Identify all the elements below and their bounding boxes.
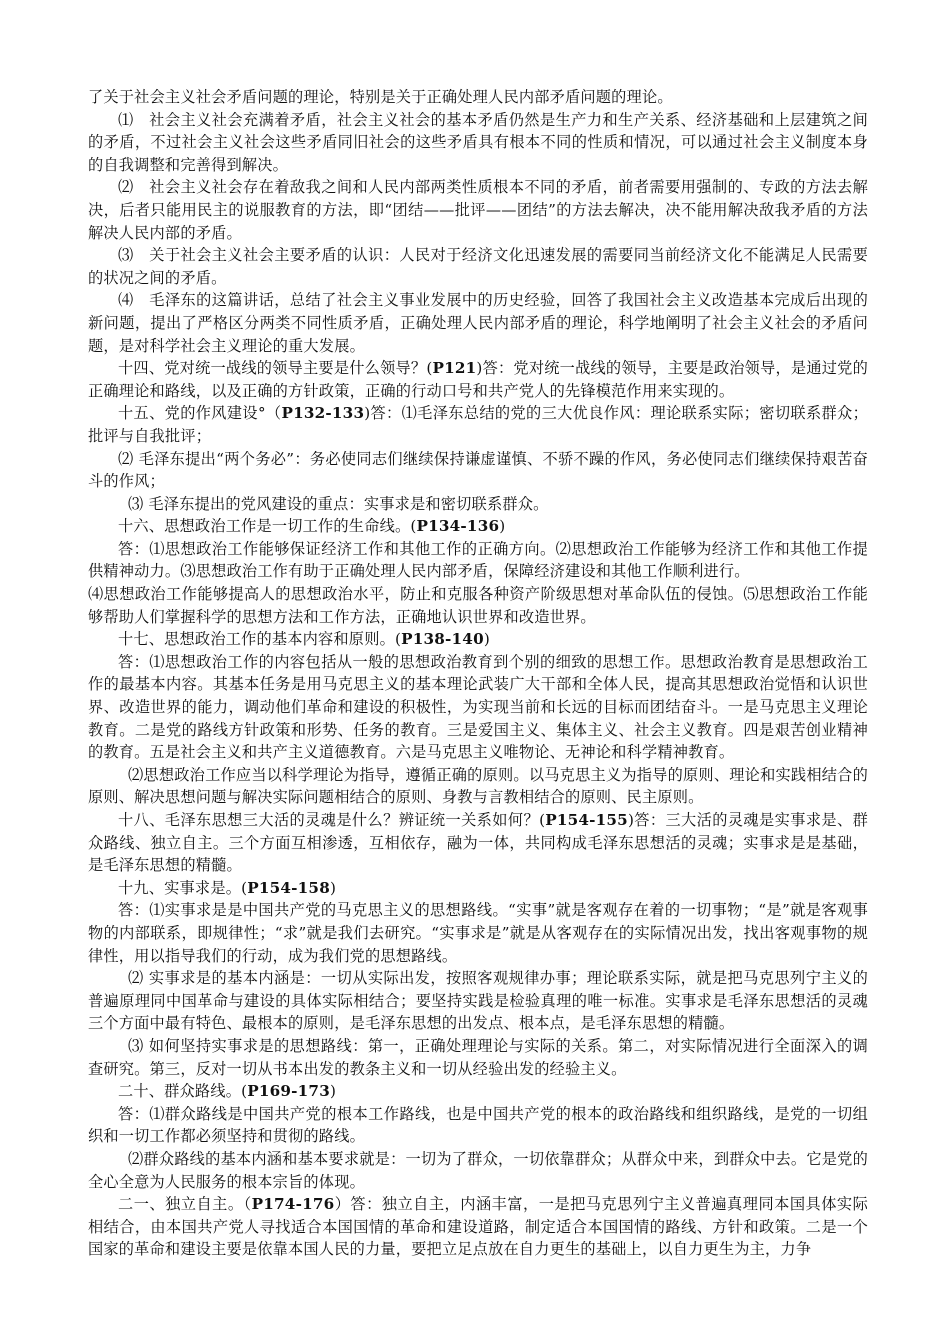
question-15-text: 十五、党的作风建设°（ bbox=[118, 404, 282, 423]
question-19-close: ) bbox=[329, 878, 337, 897]
question-17 bbox=[88, 628, 868, 651]
question-14-text: 十四、党对统一战线的领导主要是什么领导？( bbox=[118, 359, 433, 378]
question-19-text: 十九、实事求是。( bbox=[118, 878, 248, 897]
question-20-close: ) bbox=[329, 1082, 337, 1101]
paragraph-item-3: ⑶ 关于社会主义社会主要矛盾的认识：人民对于经济文化迅速发展的需要同当前经济文化不能满足人民需要的状况之间的矛盾。 bbox=[88, 246, 868, 287]
question-20-answer-2: ⑵群众路线的基本内涵和基本要求就是：一切为了群众，一切依靠群众；从群众中来，到群众中去。它是党的全心全意为人民服务的根本宗旨的体现。 bbox=[88, 1149, 868, 1191]
paragraph-item-4: ⑷ 毛泽东的这篇讲话，总结了社会主义事业发展中的历史经验，回答了我国社会主义改造基本完成后出现的新问题，提出了严格区分两类不同性质矛盾，正确处理人民内部矛盾的理论，科学地阐明了社会主义社会的矛盾问题，是对科学社会主义理论的重大发展。 bbox=[88, 291, 868, 355]
question-16-page-ref: P134-136 bbox=[416, 517, 500, 536]
question-18-answer: )答：三大活的灵魂是实事求是、群众路线、独立自主。三个方面互相渗透，互相依存，融为一体，共同构成毛泽东思想活的灵魂；实事求是是基础，是毛泽东思想的精髓。 bbox=[88, 811, 868, 875]
question-18 bbox=[88, 809, 868, 877]
question-16-text: 十六、思想政治工作是一切工作的生命线。( bbox=[118, 517, 417, 536]
question-16 bbox=[88, 515, 868, 538]
paragraph-item-2: ⑵ 社会主义社会存在着敌我之间和人民内部两类性质根本不同的矛盾，前者需要用强制的、专政的方法去解决，后者只能用民主的说服教育的方法，即“团结——批评——团结”的方法去解决，决不能用解决敌我矛盾的方法解决人民内部的矛盾。 bbox=[88, 178, 868, 242]
question-16-close: ) bbox=[499, 517, 506, 536]
question-19-answer-3: ⑶ 如何坚持实事求是的思想路线：第一，正确处理理论与实际的关系。第二，对实际情况进行全面深入的调查研究。第三，反对一切从书本出发的教条主义和一切从经验出发的经验主义。 bbox=[88, 1036, 868, 1078]
question-19-answer-1: 答：⑴实事求是是中国共产党的马克思主义的思想路线。“实事”就是客观存在着的一切事物；“是”就是客观事物的内部联系，即规律性；“求”就是我们去研究。“实事求是”就是从客观存在的实际情况出发，找出客观事物的规律性，用以指导我们的行动，成为我们党的思想路线。 bbox=[88, 901, 868, 965]
question-17-answer: 答：⑴思想政治工作的内容包括从一般的思想政治教育到个别的细致的思想工作。思想政治教育是思想政治工作的最基本内容。其基本任务是用马克思主义的基本理论武装广大干部和全体人民，提高其思想政治觉悟和认识世界、改造世界的能力，调动他们革命和建设的积极性，为实现当前和长远的目标而团结奋斗。一是马克思主义理论教育。二是党的路线方针政策和形势、任务的教育。三是爱国主义、集体主义、社会主义教育。四是艰苦创业精神的教育。五是社会主义和共产主义道德教育。六是马克思主义唯物论、无神论和科学精神教育。 bbox=[88, 652, 868, 762]
question-15-point-2: ⑵ 毛泽东提出“两个务必”：务必使同志们继续保持谦虚谨慎、不骄不躁的作风，务必使同志们继续保持艰苦奋斗的作风； bbox=[88, 449, 868, 491]
question-15-page-ref: P132-133 bbox=[281, 404, 365, 423]
question-21 bbox=[88, 1193, 868, 1261]
question-19-page-ref: P154-158 bbox=[247, 878, 330, 897]
question-14 bbox=[88, 357, 868, 402]
question-19 bbox=[88, 877, 868, 900]
question-18-page-ref: P154-155 bbox=[545, 811, 628, 829]
question-17-page-ref: P138-140 bbox=[401, 630, 484, 649]
question-18-text: 十八、毛泽东思想三大活的灵魂是什么？辨证统一关系如何？( bbox=[118, 811, 546, 829]
question-20 bbox=[88, 1080, 868, 1103]
question-16-answer-cont: ⑷思想政治工作能够提高人的思想政治水平，防止和克服各种资产阶级思想对革命队伍的侵蚀。⑸思想政治工作能够帮助人们掌握科学的思想方法和工作方法，正确地认识世界和改造世界。 bbox=[88, 585, 868, 626]
question-15 bbox=[88, 402, 868, 447]
question-21-text: 二一、独立自主。（ bbox=[118, 1195, 252, 1214]
question-17-text: 十七、思想政治工作的基本内容和原则。( bbox=[118, 630, 402, 649]
question-14-page-ref: P121 bbox=[432, 359, 477, 378]
question-15-point-3: ⑶ 毛泽东提出的党风建设的重点：实事求是和密切联系群众。 bbox=[128, 494, 549, 513]
document-page bbox=[88, 86, 868, 1261]
question-17-answer-2: ⑵思想政治工作应当以科学理论为指导，遵循正确的原则。以马克思主义为指导的原则、理论和实践相结合的原则、解决思想问题与解决实际问题相结合的原则、身教与言教相结合的原则、民主原则。 bbox=[88, 765, 868, 807]
paragraph-item-1: ⑴ 社会主义社会充满着矛盾，社会主义社会的基本矛盾仍然是生产力和生产关系、经济基础和上层建筑之间的矛盾，不过社会主义社会这些矛盾同旧社会的这些矛盾具有根本不同的性质和情况，可以通过社会主义制度本身的自我调整和完善得到解决。 bbox=[88, 110, 868, 174]
question-14-answer: )答：党对统一战线的领导，主要是政治领导，是通过党的正确理论和路线，以及正确的方针政策，正确的行动口号和共产党人的先锋模范作用来实现的。 bbox=[88, 359, 868, 400]
question-19-answer-2: ⑵ 实事求是的基本内涵是：一切从实际出发，按照客观规律办事；理论联系实际，就是把马克思列宁主义的普遍原理同中国革命与建设的具体实际相结合；要坚持实践是检验真理的唯一标准。实事求是毛泽东思想活的灵魂三个方面中最有特色、最根本的原则，是毛泽东思想的出发点、根本点，是毛泽东思想的精髓。 bbox=[88, 969, 868, 1033]
question-20-answer-1: 答：⑴群众路线是中国共产党的根本工作路线，也是中国共产党的根本的政治路线和组织路线，是党的一切组织和一切工作都必须坚持和贯彻的路线。 bbox=[88, 1104, 868, 1146]
question-20-page-ref: P169-173 bbox=[247, 1082, 330, 1101]
question-17-close: ) bbox=[483, 630, 490, 649]
question-21-answer: ）答：独立自主，内涵丰富，一是把马克思列宁主义普遍真理同本国具体实际相结合，由本国共产党人寻找适合本国国情的革命和建设道路，制定适合本国国情的路线、方针和政策。二是一个国家的革命和建设主要是依靠本国人民的力量，要把立足点放在自力更生的基础上，以自力更生为主，力争 bbox=[88, 1195, 868, 1259]
question-15-answer: )答：⑴毛泽东总结的党的三大优良作风：理论联系实际；密切联系群众；批评与自我批评； bbox=[88, 404, 868, 445]
question-20-text: 二十、群众路线。( bbox=[118, 1082, 248, 1101]
question-21-page-ref: P174-176 bbox=[251, 1195, 335, 1214]
paragraph-intro: 了关于社会主义社会矛盾问题的理论，特别是关于正确处理人民内部矛盾问题的理论。 bbox=[88, 88, 673, 106]
question-16-answer: 答：⑴思想政治工作能够保证经济工作和其他工作的正确方向。⑵思想政治工作能够为经济工作和其他工作提供精神动力。⑶思想政治工作有助于正确处理人民内部矛盾，保障经济建设和其他工作顺利进行。 bbox=[88, 539, 868, 581]
